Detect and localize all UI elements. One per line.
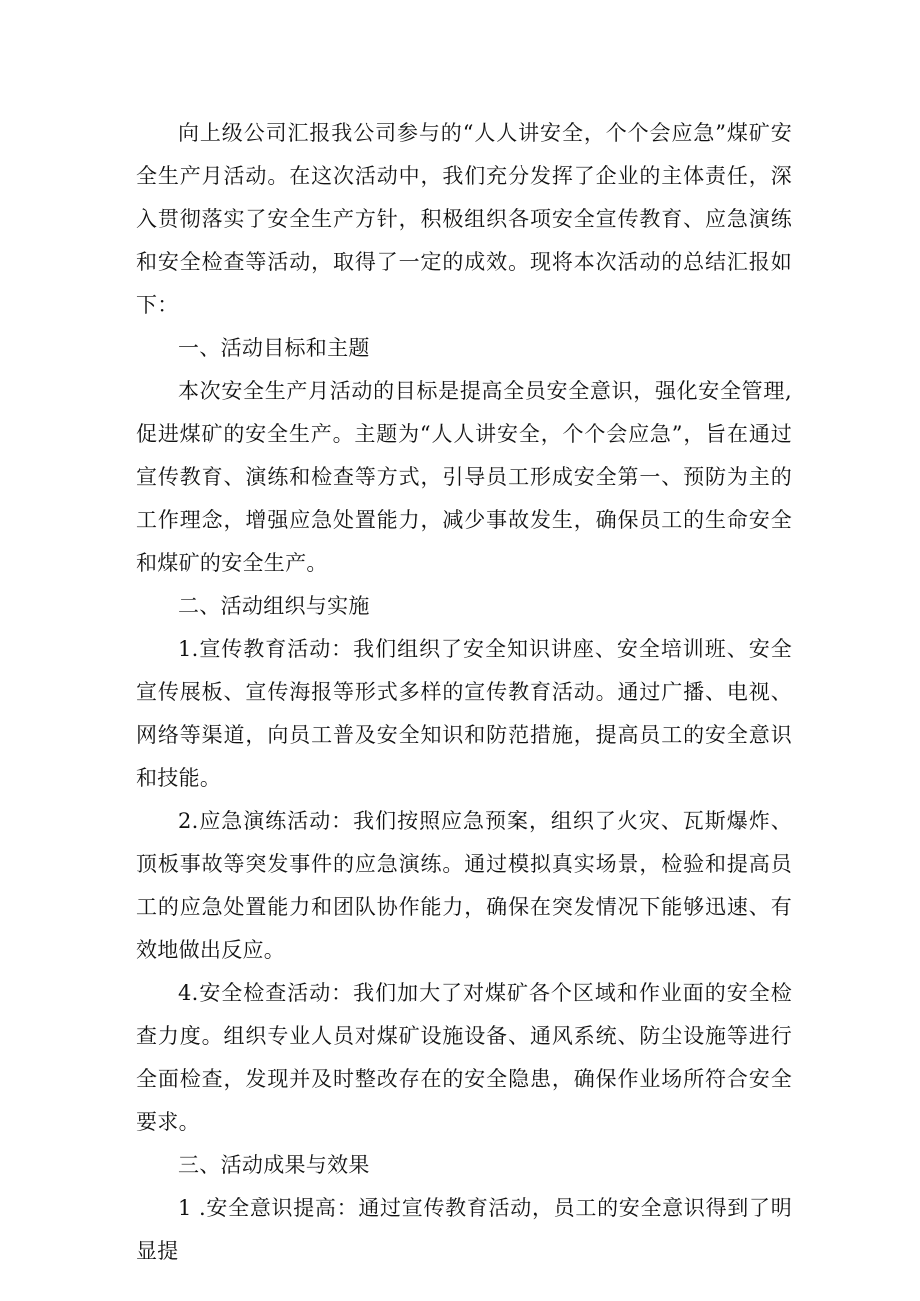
inspection-paragraph: 4.安全检查活动：我们加大了对煤矿各个区域和作业面的安全检查力度。组织专业人员对煤矿设施设备、通风系统、防尘设施等进行全面检查，发现并及时整改存在的安全隐患，确保作业场所符合安全要求。 (136, 981, 792, 1134)
drill-paragraph: 2.应急演练活动：我们按照应急预案，组织了火灾、瓦斯爆炸、顶板事故等突发事件的应急演练。通过模拟真实场景，检验和提高员工的应急处置能力和团队协作能力，确保在突发情况下能够迅速、有效地做出反应。 (136, 809, 792, 962)
education-paragraph: 1.宣传教育活动：我们组织了安全知识讲座、安全培训班、安全宣传展板、宣传海报等形式多样的宣传教育活动。通过广播、电视、网络等渠道，向员工普及安全知识和防范措施，提高员工的安全意识和技能。 (136, 637, 792, 790)
section-heading-results: 三、活动成果与效果 (178, 1153, 370, 1177)
goals-paragraph: 本次安全生产月活动的目标是提高全员安全意识，强化安全管理,促进煤矿的安全生产。主题为“人人讲安全，个个会应急”，旨在通过宣传教育、演练和检查等方式，引导员工形成安全第一、预防为主的工作理念，增强应急处置能力，减少事故发生，确保员工的生命安全和煤矿的安全生产。 (136, 379, 792, 575)
section-heading-organization: 二、活动组织与实施 (178, 594, 370, 618)
awareness-paragraph: 1 .安全意识提高：通过宣传教育活动，员工的安全意识得到了明显提 (136, 1196, 792, 1263)
section-heading-goals: 一、活动目标和主题 (178, 336, 370, 360)
document-body (136, 112, 792, 1273)
intro-paragraph: 向上级公司汇报我公司参与的“人人讲安全，个个会应急”煤矿安全生产月活动。在这次活动中，我们充分发挥了企业的主体责任，深入贯彻落实了安全生产方针，积极组织各项安全宣传教育、应急演练和安全检查等活动，取得了一定的成效。现将本次活动的总结汇报如下： (136, 121, 792, 317)
